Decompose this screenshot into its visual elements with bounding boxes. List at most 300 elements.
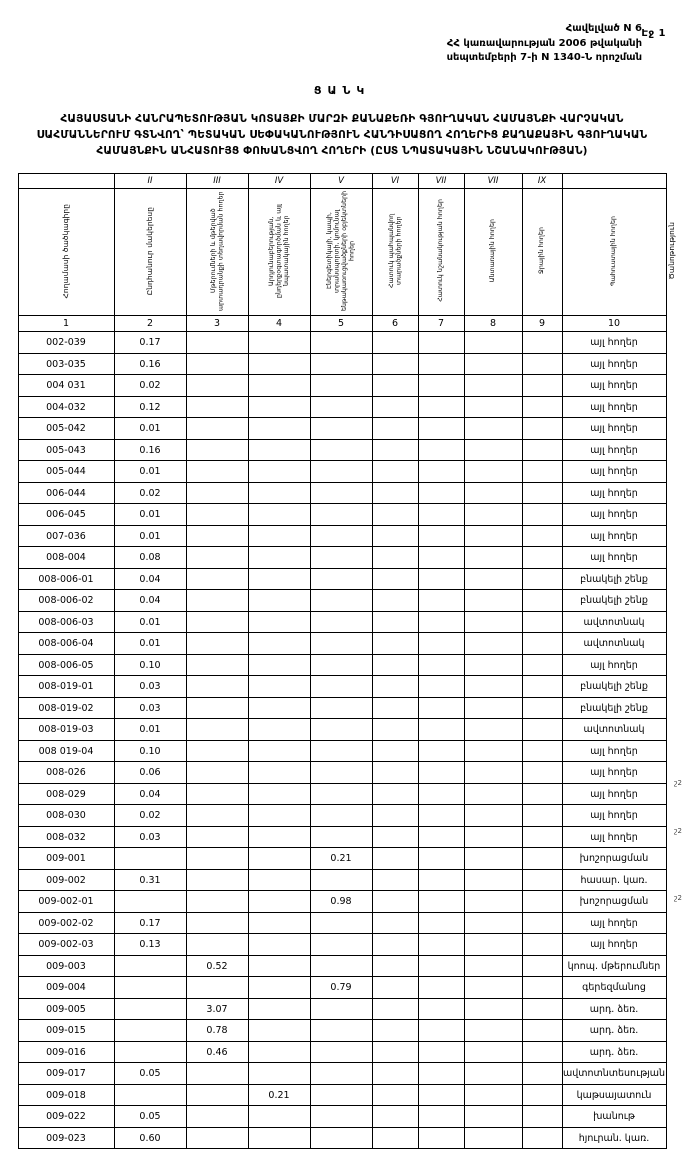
- row-water: [522, 719, 562, 741]
- row-energy: [310, 740, 372, 762]
- row-industry: [248, 805, 310, 827]
- annex-header: [0, 22, 684, 66]
- row-note: այլ հողեր: [562, 762, 666, 784]
- row-forest: [464, 439, 522, 461]
- row-total-area: 0.08: [114, 547, 186, 569]
- column-number-3: 3: [186, 316, 248, 332]
- row-industry: [248, 1127, 310, 1149]
- row-code: 005-043: [18, 439, 114, 461]
- row-procurement: [186, 439, 248, 461]
- row-protected: [372, 1063, 418, 1085]
- table-row: [18, 826, 666, 848]
- row-note: բնակելի շենք: [562, 568, 666, 590]
- column-number-7: 7: [418, 316, 464, 332]
- row-protected: [372, 654, 418, 676]
- row-total-area: 0.02: [114, 482, 186, 504]
- row-water: [522, 1020, 562, 1042]
- row-energy: [310, 676, 372, 698]
- row-procurement: [186, 719, 248, 741]
- row-industry: [248, 740, 310, 762]
- row-procurement: [186, 1063, 248, 1085]
- row-special: [418, 461, 464, 483]
- row-water: [522, 891, 562, 913]
- row-industry: [248, 418, 310, 440]
- row-energy: [310, 482, 372, 504]
- row-special: [418, 568, 464, 590]
- row-forest: [464, 353, 522, 375]
- row-procurement: [186, 826, 248, 848]
- row-energy: [310, 332, 372, 354]
- column-header-energy: [310, 189, 372, 316]
- row-note: այլ հողեր: [562, 418, 666, 440]
- roman-cell-1: [18, 174, 114, 189]
- row-water: [522, 504, 562, 526]
- table-row: [18, 590, 666, 612]
- row-water: [522, 439, 562, 461]
- row-protected: [372, 353, 418, 375]
- row-forest: [464, 934, 522, 956]
- row-note: խոշորացման: [562, 891, 666, 913]
- row-special: [418, 676, 464, 698]
- row-code: 009-002: [18, 869, 114, 891]
- row-total-area: [114, 1041, 186, 1063]
- row-forest: [464, 1063, 522, 1085]
- table-row: [18, 1063, 666, 1085]
- row-code: 006-044: [18, 482, 114, 504]
- row-industry: [248, 719, 310, 741]
- row-procurement: [186, 1084, 248, 1106]
- row-protected: [372, 783, 418, 805]
- row-industry: [248, 783, 310, 805]
- row-note: խանութ: [562, 1106, 666, 1128]
- row-forest: [464, 1127, 522, 1149]
- row-water: [522, 934, 562, 956]
- row-procurement: [186, 1127, 248, 1149]
- row-special: [418, 912, 464, 934]
- row-energy: [310, 783, 372, 805]
- row-note: այլ հողեր: [562, 912, 666, 934]
- row-code: 005-044: [18, 461, 114, 483]
- row-code: 009-023: [18, 1127, 114, 1149]
- row-procurement: [186, 676, 248, 698]
- column-header-code-label: Հողամասի ծածկագիրը: [61, 203, 71, 299]
- row-energy: [310, 1084, 372, 1106]
- row-note: բնակելի շենք: [562, 590, 666, 612]
- row-special: [418, 740, 464, 762]
- row-water: [522, 375, 562, 397]
- table-row: [18, 869, 666, 891]
- row-procurement: [186, 912, 248, 934]
- table-header-row: [18, 189, 666, 316]
- row-note: բնակելի շենք: [562, 697, 666, 719]
- row-industry: [248, 912, 310, 934]
- row-note: այլ հողեր: [562, 482, 666, 504]
- row-energy: [310, 805, 372, 827]
- roman-cell-5: V: [310, 174, 372, 189]
- row-total-area: [114, 977, 186, 999]
- row-industry: [248, 869, 310, 891]
- row-industry: [248, 676, 310, 698]
- row-code: 009-004: [18, 977, 114, 999]
- row-energy: [310, 375, 372, 397]
- row-forest: [464, 590, 522, 612]
- row-note: արդ. ձեռ.: [562, 1041, 666, 1063]
- row-code: 009-015: [18, 1020, 114, 1042]
- table-row: [18, 1020, 666, 1042]
- row-forest: [464, 568, 522, 590]
- row-code: 006-045: [18, 504, 114, 526]
- row-protected: [372, 934, 418, 956]
- table-row: [18, 998, 666, 1020]
- row-water: [522, 783, 562, 805]
- row-energy: [310, 568, 372, 590]
- column-header-code: [18, 189, 114, 316]
- row-code: 008-004: [18, 547, 114, 569]
- row-procurement: [186, 332, 248, 354]
- table-row: [18, 525, 666, 547]
- column-header-industry-label: Արդյունաբերության, ընդերքօգտագործման և այլ նպատակային հողեր: [267, 203, 290, 298]
- column-header-water-label: Ջրային հողեր: [538, 227, 546, 275]
- row-water: [522, 332, 562, 354]
- row-special: [418, 955, 464, 977]
- table-row: [18, 1041, 666, 1063]
- table-row: [18, 547, 666, 569]
- row-industry: [248, 504, 310, 526]
- column-header-procurement-label: Մթերումների և մթերված արտադրանքի տեղավորման հողեր: [209, 190, 224, 311]
- row-water: [522, 848, 562, 870]
- row-note: ավտոտնակ: [562, 633, 666, 655]
- row-forest: [464, 1106, 522, 1128]
- row-industry: [248, 1020, 310, 1042]
- row-energy: [310, 461, 372, 483]
- row-special: [418, 1063, 464, 1085]
- table-row: [18, 977, 666, 999]
- row-total-area: 0.31: [114, 869, 186, 891]
- table-row: [18, 912, 666, 934]
- row-special: [418, 1084, 464, 1106]
- row-forest: [464, 611, 522, 633]
- row-energy: [310, 762, 372, 784]
- row-protected: [372, 848, 418, 870]
- table-row: [18, 676, 666, 698]
- roman-cell-4: IV: [248, 174, 310, 189]
- row-total-area: 0.01: [114, 504, 186, 526]
- row-forest: [464, 955, 522, 977]
- row-special: [418, 611, 464, 633]
- row-protected: [372, 1127, 418, 1149]
- row-total-area: 0.13: [114, 934, 186, 956]
- row-special: [418, 998, 464, 1020]
- row-forest: [464, 461, 522, 483]
- row-code: 008-029: [18, 783, 114, 805]
- row-procurement: [186, 547, 248, 569]
- row-procurement: [186, 848, 248, 870]
- row-protected: [372, 396, 418, 418]
- row-water: [522, 568, 562, 590]
- row-special: [418, 504, 464, 526]
- column-header-protected-label: Հատուկ պահպանվող տարածքների հողեր: [387, 213, 402, 288]
- table-row: [18, 396, 666, 418]
- row-total-area: 0.01: [114, 611, 186, 633]
- row-note: այլ հողեր: [562, 805, 666, 827]
- row-total-area: 0.02: [114, 375, 186, 397]
- roman-cell-3: III: [186, 174, 248, 189]
- row-protected: [372, 375, 418, 397]
- row-procurement: [186, 375, 248, 397]
- table-row: [18, 504, 666, 526]
- row-special: [418, 525, 464, 547]
- row-note: արդ. ձեռ.: [562, 998, 666, 1020]
- row-water: [522, 740, 562, 762]
- row-forest: [464, 826, 522, 848]
- document-kind-title: ՑԱՆԿ: [313, 83, 371, 97]
- row-energy: [310, 353, 372, 375]
- row-procurement: [186, 805, 248, 827]
- row-note: հասար. կառ.: [562, 869, 666, 891]
- row-water: [522, 1063, 562, 1085]
- row-industry: [248, 891, 310, 913]
- row-total-area: 0.60: [114, 1127, 186, 1149]
- row-forest: [464, 482, 522, 504]
- row-note: խոշորացման: [562, 848, 666, 870]
- margin-mark: շ2: [674, 894, 682, 902]
- row-protected: [372, 418, 418, 440]
- row-total-area: 0.10: [114, 654, 186, 676]
- row-forest: [464, 719, 522, 741]
- row-code: 009-017: [18, 1063, 114, 1085]
- column-header-total-area: [114, 189, 186, 316]
- row-special: [418, 1127, 464, 1149]
- row-procurement: 0.52: [186, 955, 248, 977]
- column-header-protected: [372, 189, 418, 316]
- annex-line-2: ՀՀ կառավարության 2006 թվականի: [446, 37, 642, 49]
- row-forest: [464, 762, 522, 784]
- row-note: այլ հողեր: [562, 332, 666, 354]
- table-row: [18, 934, 666, 956]
- row-industry: [248, 977, 310, 999]
- column-header-special-label: Հատուկ նշանակության հողեր: [437, 199, 445, 303]
- row-code: 007-036: [18, 525, 114, 547]
- row-code: 009-001: [18, 848, 114, 870]
- row-protected: [372, 504, 418, 526]
- row-water: [522, 977, 562, 999]
- column-number-10: 10: [562, 316, 666, 332]
- table-row: [18, 719, 666, 741]
- roman-cell-7: VII: [418, 174, 464, 189]
- row-water: [522, 353, 562, 375]
- roman-cell-2: II: [114, 174, 186, 189]
- row-forest: [464, 869, 522, 891]
- row-procurement: [186, 934, 248, 956]
- row-industry: [248, 482, 310, 504]
- row-forest: [464, 891, 522, 913]
- row-forest: [464, 912, 522, 934]
- row-code: 008-006-05: [18, 654, 114, 676]
- row-protected: [372, 1084, 418, 1106]
- row-energy: [310, 826, 372, 848]
- row-total-area: 0.01: [114, 525, 186, 547]
- row-protected: [372, 590, 418, 612]
- row-protected: [372, 1106, 418, 1128]
- row-forest: [464, 998, 522, 1020]
- row-protected: [372, 719, 418, 741]
- row-procurement: [186, 977, 248, 999]
- row-water: [522, 482, 562, 504]
- row-protected: [372, 439, 418, 461]
- row-protected: [372, 633, 418, 655]
- row-forest: [464, 547, 522, 569]
- row-energy: [310, 1020, 372, 1042]
- row-energy: 0.21: [310, 848, 372, 870]
- page-title: ՀԱՅԱՍՏԱՆԻ ՀԱՆՐԱՊԵՏՈՒԹՅԱՆ ԿՈՏԱՅՔԻ ՄԱՐԶԻ ՔԱՆԱՔԵՌԻ ԳՅՈՒՂԱԿԱՆ ՀԱՄԱՅՆՔԻ ՎԱՐՉԱԿԱՆ ՍԱՀՄԱՆՆԵՐՈՒՄ ԳՏՆՎՈՂ՝ ՊԵՏԱԿԱՆ ՍԵՓԱԿԱՆՈՒԹՅՈՒՆ ՀԱՆԴԻՍԱՑՈՂ ՀՈՂԵՐԻՑ ՔԱՂԱՔԱՅԻՆ ԳՅՈՒՂԱԿԱՆ ՀԱՄԱՅՆՔԻՆ ԱՆՀԱՏՈՒՅՑ ՓՈԽԱՆՑՎՈՂ ՀՈՂԵՐԻ (ԸՍՏ ՆՊԱՏԱԿԱՅԻՆ ՆՇԱՆԱԿՈՒԹՅԱՆ): [36, 112, 648, 158]
- row-total-area: 0.04: [114, 783, 186, 805]
- column-number-4: 4: [248, 316, 310, 332]
- row-protected: [372, 891, 418, 913]
- row-water: [522, 805, 562, 827]
- row-forest: [464, 633, 522, 655]
- row-forest: [464, 805, 522, 827]
- row-protected: [372, 826, 418, 848]
- table-row: [18, 740, 666, 762]
- row-industry: [248, 611, 310, 633]
- row-note: կոոպ. մթերումներ: [562, 955, 666, 977]
- table-row: [18, 332, 666, 354]
- row-protected: [372, 762, 418, 784]
- row-procurement: [186, 654, 248, 676]
- row-protected: [372, 676, 418, 698]
- row-special: [418, 1041, 464, 1063]
- row-special: [418, 482, 464, 504]
- row-code: 008 019-04: [18, 740, 114, 762]
- row-protected: [372, 697, 418, 719]
- row-water: [522, 826, 562, 848]
- column-number-1: 1: [18, 316, 114, 332]
- row-special: [418, 1020, 464, 1042]
- row-industry: [248, 375, 310, 397]
- row-total-area: [114, 998, 186, 1020]
- row-special: [418, 869, 464, 891]
- row-procurement: [186, 482, 248, 504]
- row-special: [418, 719, 464, 741]
- row-industry: [248, 525, 310, 547]
- row-special: [418, 633, 464, 655]
- row-procurement: [186, 1106, 248, 1128]
- row-procurement: [186, 525, 248, 547]
- row-industry: [248, 826, 310, 848]
- row-forest: [464, 697, 522, 719]
- table-row: [18, 891, 666, 913]
- row-water: [522, 418, 562, 440]
- row-forest: [464, 848, 522, 870]
- row-procurement: [186, 633, 248, 655]
- row-procurement: [186, 568, 248, 590]
- row-protected: [372, 740, 418, 762]
- row-industry: [248, 1041, 310, 1063]
- row-industry: [248, 547, 310, 569]
- table-row: [18, 805, 666, 827]
- row-code: 008-019-02: [18, 697, 114, 719]
- row-energy: [310, 504, 372, 526]
- row-energy: [310, 1127, 372, 1149]
- row-forest: [464, 1084, 522, 1106]
- row-water: [522, 869, 562, 891]
- row-energy: [310, 719, 372, 741]
- row-note: այլ հողեր: [562, 740, 666, 762]
- row-water: [522, 1127, 562, 1149]
- row-procurement: [186, 590, 248, 612]
- row-special: [418, 654, 464, 676]
- row-total-area: 0.06: [114, 762, 186, 784]
- row-forest: [464, 396, 522, 418]
- column-number-8: 8: [464, 316, 522, 332]
- row-procurement: 0.78: [186, 1020, 248, 1042]
- table-row: [18, 654, 666, 676]
- row-industry: [248, 1106, 310, 1128]
- row-industry: [248, 633, 310, 655]
- row-note: այլ հողեր: [562, 396, 666, 418]
- row-special: [418, 1106, 464, 1128]
- row-code: 002-039: [18, 332, 114, 354]
- row-note: ավտոտնակ: [562, 611, 666, 633]
- row-code: 009-018: [18, 1084, 114, 1106]
- row-special: [418, 332, 464, 354]
- row-energy: [310, 439, 372, 461]
- row-water: [522, 525, 562, 547]
- row-note: այլ հողեր: [562, 547, 666, 569]
- row-industry: [248, 1063, 310, 1085]
- row-note: այլ հողեր: [562, 783, 666, 805]
- row-forest: [464, 504, 522, 526]
- table-number-row: [18, 316, 666, 332]
- row-procurement: [186, 783, 248, 805]
- row-procurement: 3.07: [186, 998, 248, 1020]
- row-water: [522, 955, 562, 977]
- row-note: ավտոտնտեսության: [562, 1063, 666, 1085]
- row-water: [522, 633, 562, 655]
- row-note: այլ հողեր: [562, 439, 666, 461]
- margin-mark: շ2: [674, 779, 682, 787]
- row-note: այլ հողեր: [562, 461, 666, 483]
- column-header-industry: [248, 189, 310, 316]
- row-energy: [310, 633, 372, 655]
- row-total-area: 0.01: [114, 633, 186, 655]
- row-special: [418, 891, 464, 913]
- row-forest: [464, 1041, 522, 1063]
- row-industry: [248, 934, 310, 956]
- table-row: [18, 439, 666, 461]
- row-protected: [372, 1041, 418, 1063]
- row-energy: [310, 998, 372, 1020]
- row-energy: [310, 934, 372, 956]
- table-roman-row: [18, 174, 666, 189]
- row-water: [522, 1041, 562, 1063]
- row-note: այլ հողեր: [562, 826, 666, 848]
- table-row: [18, 697, 666, 719]
- row-procurement: [186, 891, 248, 913]
- row-water: [522, 396, 562, 418]
- row-energy: [310, 1106, 372, 1128]
- row-code: 009-002-01: [18, 891, 114, 913]
- row-procurement: [186, 396, 248, 418]
- row-procurement: [186, 504, 248, 526]
- row-water: [522, 1084, 562, 1106]
- row-code: 005-042: [18, 418, 114, 440]
- row-code: 009-002-03: [18, 934, 114, 956]
- margin-mark: շ2: [674, 827, 682, 835]
- row-forest: [464, 418, 522, 440]
- row-energy: [310, 611, 372, 633]
- page-number: Էջ 1: [641, 28, 666, 39]
